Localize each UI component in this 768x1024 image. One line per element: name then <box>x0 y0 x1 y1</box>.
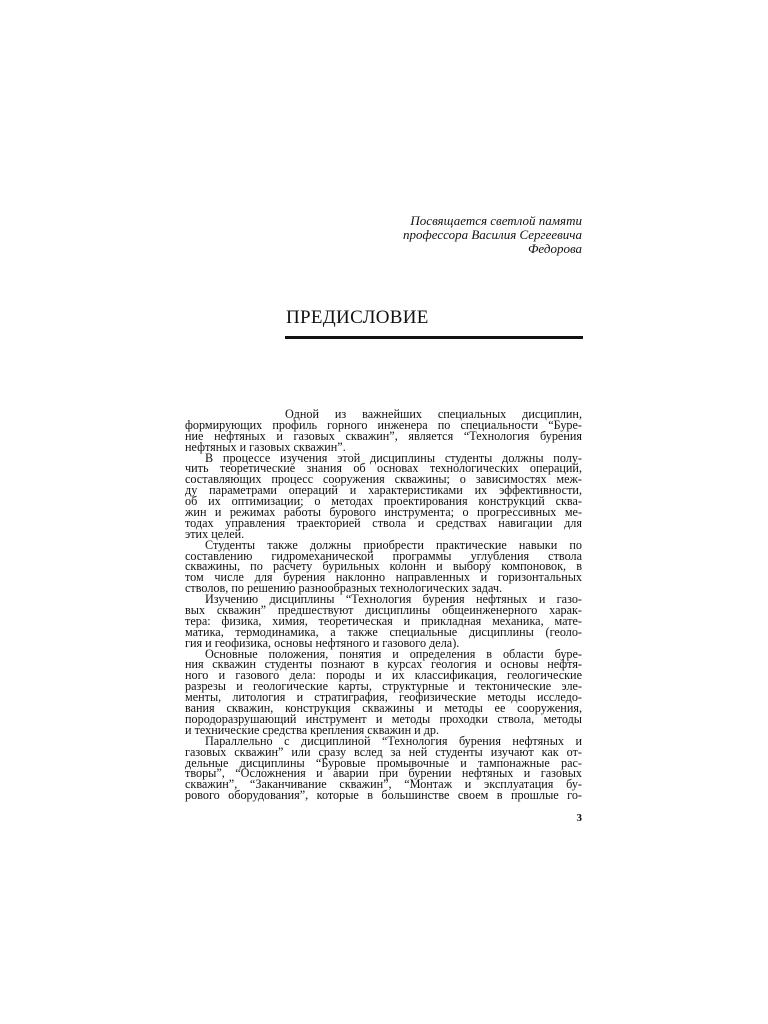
text-line: составляющих процесс сооружения скважины; о зависимостях меж- <box>185 472 582 487</box>
text-line: и технические средства крепления скважин и др. <box>185 722 440 737</box>
text-line: творы”, “Осложнения и аварии при бурении нефтяных и газовых <box>185 766 582 781</box>
dedication-line: профессора Василия Сергеевича <box>403 227 582 242</box>
text-line: вания скважин, конструкция скважины и методы ее сооружения, <box>185 701 582 716</box>
text-line: том числе для бурения наклонно направленных и горизонтальных <box>185 570 582 585</box>
dedication <box>340 214 582 256</box>
text-line: матика, термодинамика, а также специальные дисциплины (геоло- <box>185 624 582 639</box>
body-text <box>185 409 582 801</box>
text-line: составлению гидромеханической программы углубления ствола <box>185 548 582 563</box>
text-line: Параллельно с дисциплиной “Технология бурения нефтяных и <box>205 733 582 748</box>
text-line: рового оборудования”, которые в большинстве своем в прошлые го- <box>185 788 582 803</box>
page-title: ПРЕДИСЛОВИЕ <box>286 307 429 328</box>
text-line: чить теоретические знания об основах технологических операций, <box>185 461 582 476</box>
text-line: об их оптимизации; о методах проектирования конструкций сква- <box>185 494 582 509</box>
text-line: Студенты также должны приобрести практические навыки по <box>205 537 582 552</box>
text-line: скважины, по расчету бурильных колонн и выбору компоновок, в <box>185 559 582 574</box>
title-underline <box>285 336 583 339</box>
text-line: ду параметрами операций и характеристиками их эффективности, <box>185 483 582 498</box>
page-number: 3 <box>576 812 582 824</box>
text-line: скважин”, “Заканчивание скважин”, “Монтаж и эксплуатация бу- <box>185 777 582 792</box>
text-line: вых скважин” предшествуют дисциплины общеинженерного харак- <box>185 603 582 618</box>
dedication-line: Посвящается светлой памяти <box>410 213 582 228</box>
text-line: газовых скважин” или сразу вслед за ней студенты изучают как от- <box>185 744 582 759</box>
dedication-line: Федорова <box>527 241 582 256</box>
text-line: ния скважин студенты познают в курсах геология и основы нефтя- <box>185 657 582 672</box>
text-line: ние нефтяных и газовых скважин”, является “Технология бурения <box>185 428 582 443</box>
text-line: формирующих профиль горного инженера по специальности “Буре- <box>185 417 582 432</box>
text-line: В процессе изучения этой дисциплины студенты должны полу- <box>205 450 582 465</box>
text-line: Изучению дисциплины “Технология бурения нефтяных и газо- <box>205 592 582 607</box>
text-line: жин и режимах работы бурового инструмента; о прогрессивных ме- <box>185 505 582 520</box>
text-line: разрезы и геологические карты, структурные и тектонические эле- <box>185 679 582 694</box>
text-line: этих целей. <box>185 526 245 541</box>
text-line: гия и геофизика, основы нефтяного и газового дела). <box>185 635 460 650</box>
text-line: тодах управления траекторией ствола и средствах навигации для <box>185 515 582 530</box>
text-line: тера: физика, химия, теоретическая и прикладная механика, мате- <box>185 613 582 628</box>
text-line: Основные положения, понятия и определения в области буре- <box>205 646 582 661</box>
text-line: дельные дисциплины “Буровые промывочные и тампонажные рас- <box>185 755 582 770</box>
text-line: нефтяных и газовых скважин”. <box>185 439 346 454</box>
text-line: породоразрушающий инструмент и методы проходки ствола, методы <box>185 711 582 726</box>
text-line: ного и газового дела: породы и их классификация, геологические <box>185 668 582 683</box>
text-line: стволов, по решению разнообразных технологических задач. <box>185 581 503 596</box>
text-line: Одной из важнейших специальных дисциплин, <box>285 407 582 421</box>
text-line: менты, литология и стратиграфия, геофизические методы исследо- <box>185 690 582 705</box>
